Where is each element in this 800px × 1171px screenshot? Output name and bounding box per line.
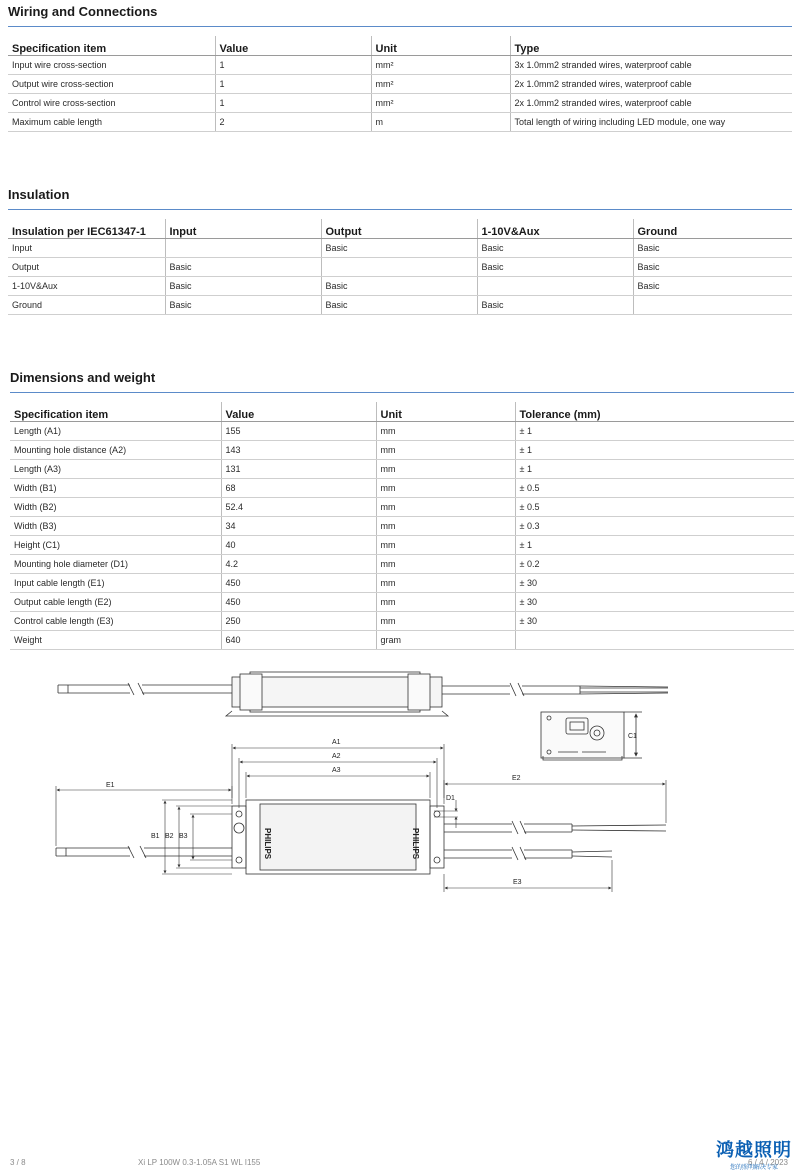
table-row xyxy=(10,441,794,460)
cell: 34 xyxy=(221,517,376,536)
a3-label: A3 xyxy=(332,767,341,774)
cell: 1 xyxy=(215,75,371,94)
cell: Ground xyxy=(8,296,165,315)
insulation-title: Insulation xyxy=(8,187,792,210)
table-row xyxy=(10,460,794,479)
cell: mm xyxy=(376,422,515,441)
column-header: Specification item xyxy=(8,36,215,56)
page-number: 3 / 8 xyxy=(10,1158,26,1167)
cell: ± 1 xyxy=(515,441,794,460)
column-header: Type xyxy=(510,36,792,56)
cell: ± 30 xyxy=(515,593,794,612)
cell: Basic xyxy=(165,277,321,296)
cell: Output cable length (E2) xyxy=(10,593,221,612)
cell: 40 xyxy=(221,536,376,555)
cell: Basic xyxy=(321,239,477,258)
plan-view xyxy=(56,800,666,874)
brand-label: PHILIPS xyxy=(263,828,272,860)
e2-label: E2 xyxy=(512,775,521,782)
cell: Length (A1) xyxy=(10,422,221,441)
page-footer xyxy=(10,1158,261,1167)
side-view xyxy=(58,672,668,716)
cell: ± 0.5 xyxy=(515,479,794,498)
cell: Basic xyxy=(165,296,321,315)
cell: ± 1 xyxy=(515,460,794,479)
table-row xyxy=(10,555,794,574)
column-header: Unit xyxy=(371,36,510,56)
cell: Width (B2) xyxy=(10,498,221,517)
cell: ± 1 xyxy=(515,536,794,555)
cell: 131 xyxy=(221,460,376,479)
table-row xyxy=(8,75,792,94)
table-header-row xyxy=(8,36,792,56)
c1-label: C1 xyxy=(628,733,637,740)
wiring-title: Wiring and Connections xyxy=(8,4,792,27)
table-row xyxy=(10,517,794,536)
cell: 250 xyxy=(221,612,376,631)
cell: ± 0.5 xyxy=(515,498,794,517)
e3-label: E3 xyxy=(513,879,522,886)
cell: ± 30 xyxy=(515,574,794,593)
table-row xyxy=(8,113,792,132)
cell: Output wire cross-section xyxy=(8,75,215,94)
table-row xyxy=(10,574,794,593)
cell: Basic xyxy=(165,258,321,277)
cell: 143 xyxy=(221,441,376,460)
cell: 3x 1.0mm2 stranded wires, waterproof cable xyxy=(510,56,792,75)
cell: Basic xyxy=(477,239,633,258)
cell: mm xyxy=(376,460,515,479)
cell: ± 1 xyxy=(515,422,794,441)
cell: mm xyxy=(376,536,515,555)
footer-date: 6 / 4 / 2023 xyxy=(747,1158,788,1167)
cell: 450 xyxy=(221,593,376,612)
cell: mm xyxy=(376,441,515,460)
cell: 2 xyxy=(215,113,371,132)
insulation-table xyxy=(8,219,792,315)
cell: mm xyxy=(376,593,515,612)
column-header: Input xyxy=(165,219,321,239)
cell: mm xyxy=(376,574,515,593)
cell: Mounting hole distance (A2) xyxy=(10,441,221,460)
cell: 4.2 xyxy=(221,555,376,574)
watermark-subtitle: 您的照明解决专家 xyxy=(729,1165,778,1171)
table-header-row xyxy=(8,219,792,239)
cell: Height (C1) xyxy=(10,536,221,555)
d1-label: D1 xyxy=(446,795,455,802)
cell: Output xyxy=(8,258,165,277)
column-header: Tolerance (mm) xyxy=(515,402,794,422)
a2-label: A2 xyxy=(332,753,341,760)
cell: Width (B1) xyxy=(10,479,221,498)
cell: mm xyxy=(376,612,515,631)
a1-label: A1 xyxy=(332,739,341,746)
column-header: Insulation per IEC61347-1 xyxy=(8,219,165,239)
cell: Basic xyxy=(633,258,792,277)
column-header: Ground xyxy=(633,219,792,239)
cell: Width (B3) xyxy=(10,517,221,536)
column-header: 1-10V&Aux xyxy=(477,219,633,239)
cell: mm xyxy=(376,479,515,498)
table-row xyxy=(10,422,794,441)
cell: 450 xyxy=(221,574,376,593)
table-row xyxy=(8,56,792,75)
cell: 1 xyxy=(215,56,371,75)
cell: Basic xyxy=(633,277,792,296)
cell: Control cable length (E3) xyxy=(10,612,221,631)
cell: Basic xyxy=(477,296,633,315)
cell: mm xyxy=(376,498,515,517)
table-row xyxy=(10,593,794,612)
table-row xyxy=(10,612,794,631)
dimension-drawing xyxy=(0,668,800,898)
watermark-title: 鸿越照明 xyxy=(716,1140,792,1160)
wiring-table xyxy=(8,36,792,132)
cell: 640 xyxy=(221,631,376,650)
cell: Basic xyxy=(633,239,792,258)
brand-label: PHILIPS xyxy=(411,828,420,860)
column-header: Value xyxy=(221,402,376,422)
cell: Mounting hole diameter (D1) xyxy=(10,555,221,574)
cell: Basic xyxy=(321,277,477,296)
table-row xyxy=(8,239,792,258)
table-row xyxy=(8,296,792,315)
cell: 52.4 xyxy=(221,498,376,517)
cell: Input cable length (E1) xyxy=(10,574,221,593)
cell xyxy=(321,258,477,277)
cell: mm xyxy=(376,555,515,574)
cell: Basic xyxy=(321,296,477,315)
cell: m xyxy=(371,113,510,132)
cell: Basic xyxy=(477,258,633,277)
cell: mm² xyxy=(371,56,510,75)
b1-label: B1 xyxy=(151,833,160,840)
cell: 1 xyxy=(215,94,371,113)
column-header: Value xyxy=(215,36,371,56)
cell: 1-10V&Aux xyxy=(8,277,165,296)
footer-model: Xi LP 100W 0.3-1.05A S1 WL I155 xyxy=(138,1158,261,1167)
cell: Input xyxy=(8,239,165,258)
cell xyxy=(477,277,633,296)
cell: 155 xyxy=(221,422,376,441)
insulation-section xyxy=(8,187,792,315)
cell xyxy=(633,296,792,315)
cell: mm² xyxy=(371,75,510,94)
dimensions-table xyxy=(10,402,794,650)
end-view xyxy=(541,712,642,760)
b2-label: B2 xyxy=(165,833,174,840)
table-header-row xyxy=(10,402,794,422)
table-row xyxy=(8,277,792,296)
cell: Total length of wiring including LED module, one way xyxy=(510,113,792,132)
cell xyxy=(165,239,321,258)
cell: 2x 1.0mm2 stranded wires, waterproof cable xyxy=(510,75,792,94)
dimensions-title: Dimensions and weight xyxy=(10,370,794,393)
column-header: Unit xyxy=(376,402,515,422)
cell: ± 30 xyxy=(515,612,794,631)
dimensions-section xyxy=(10,370,794,650)
b3-label: B3 xyxy=(179,833,188,840)
wiring-section xyxy=(8,4,792,132)
cell: Control wire cross-section xyxy=(8,94,215,113)
cell: Input wire cross-section xyxy=(8,56,215,75)
column-header: Specification item xyxy=(10,402,221,422)
cell: Maximum cable length xyxy=(8,113,215,132)
cell: mm xyxy=(376,517,515,536)
cell: mm² xyxy=(371,94,510,113)
cell: ± 0.2 xyxy=(515,555,794,574)
cell: Length (A3) xyxy=(10,460,221,479)
table-row xyxy=(10,498,794,517)
cell: 2x 1.0mm2 stranded wires, waterproof cable xyxy=(510,94,792,113)
table-row xyxy=(8,258,792,277)
cell: ± 0.3 xyxy=(515,517,794,536)
column-header: Output xyxy=(321,219,477,239)
e1-label: E1 xyxy=(106,782,115,789)
table-row xyxy=(10,536,794,555)
cell: Weight xyxy=(10,631,221,650)
table-row xyxy=(10,479,794,498)
cell xyxy=(515,631,794,650)
table-row xyxy=(10,631,794,650)
cell: gram xyxy=(376,631,515,650)
table-row xyxy=(8,94,792,113)
cell: 68 xyxy=(221,479,376,498)
watermark xyxy=(716,1136,792,1171)
